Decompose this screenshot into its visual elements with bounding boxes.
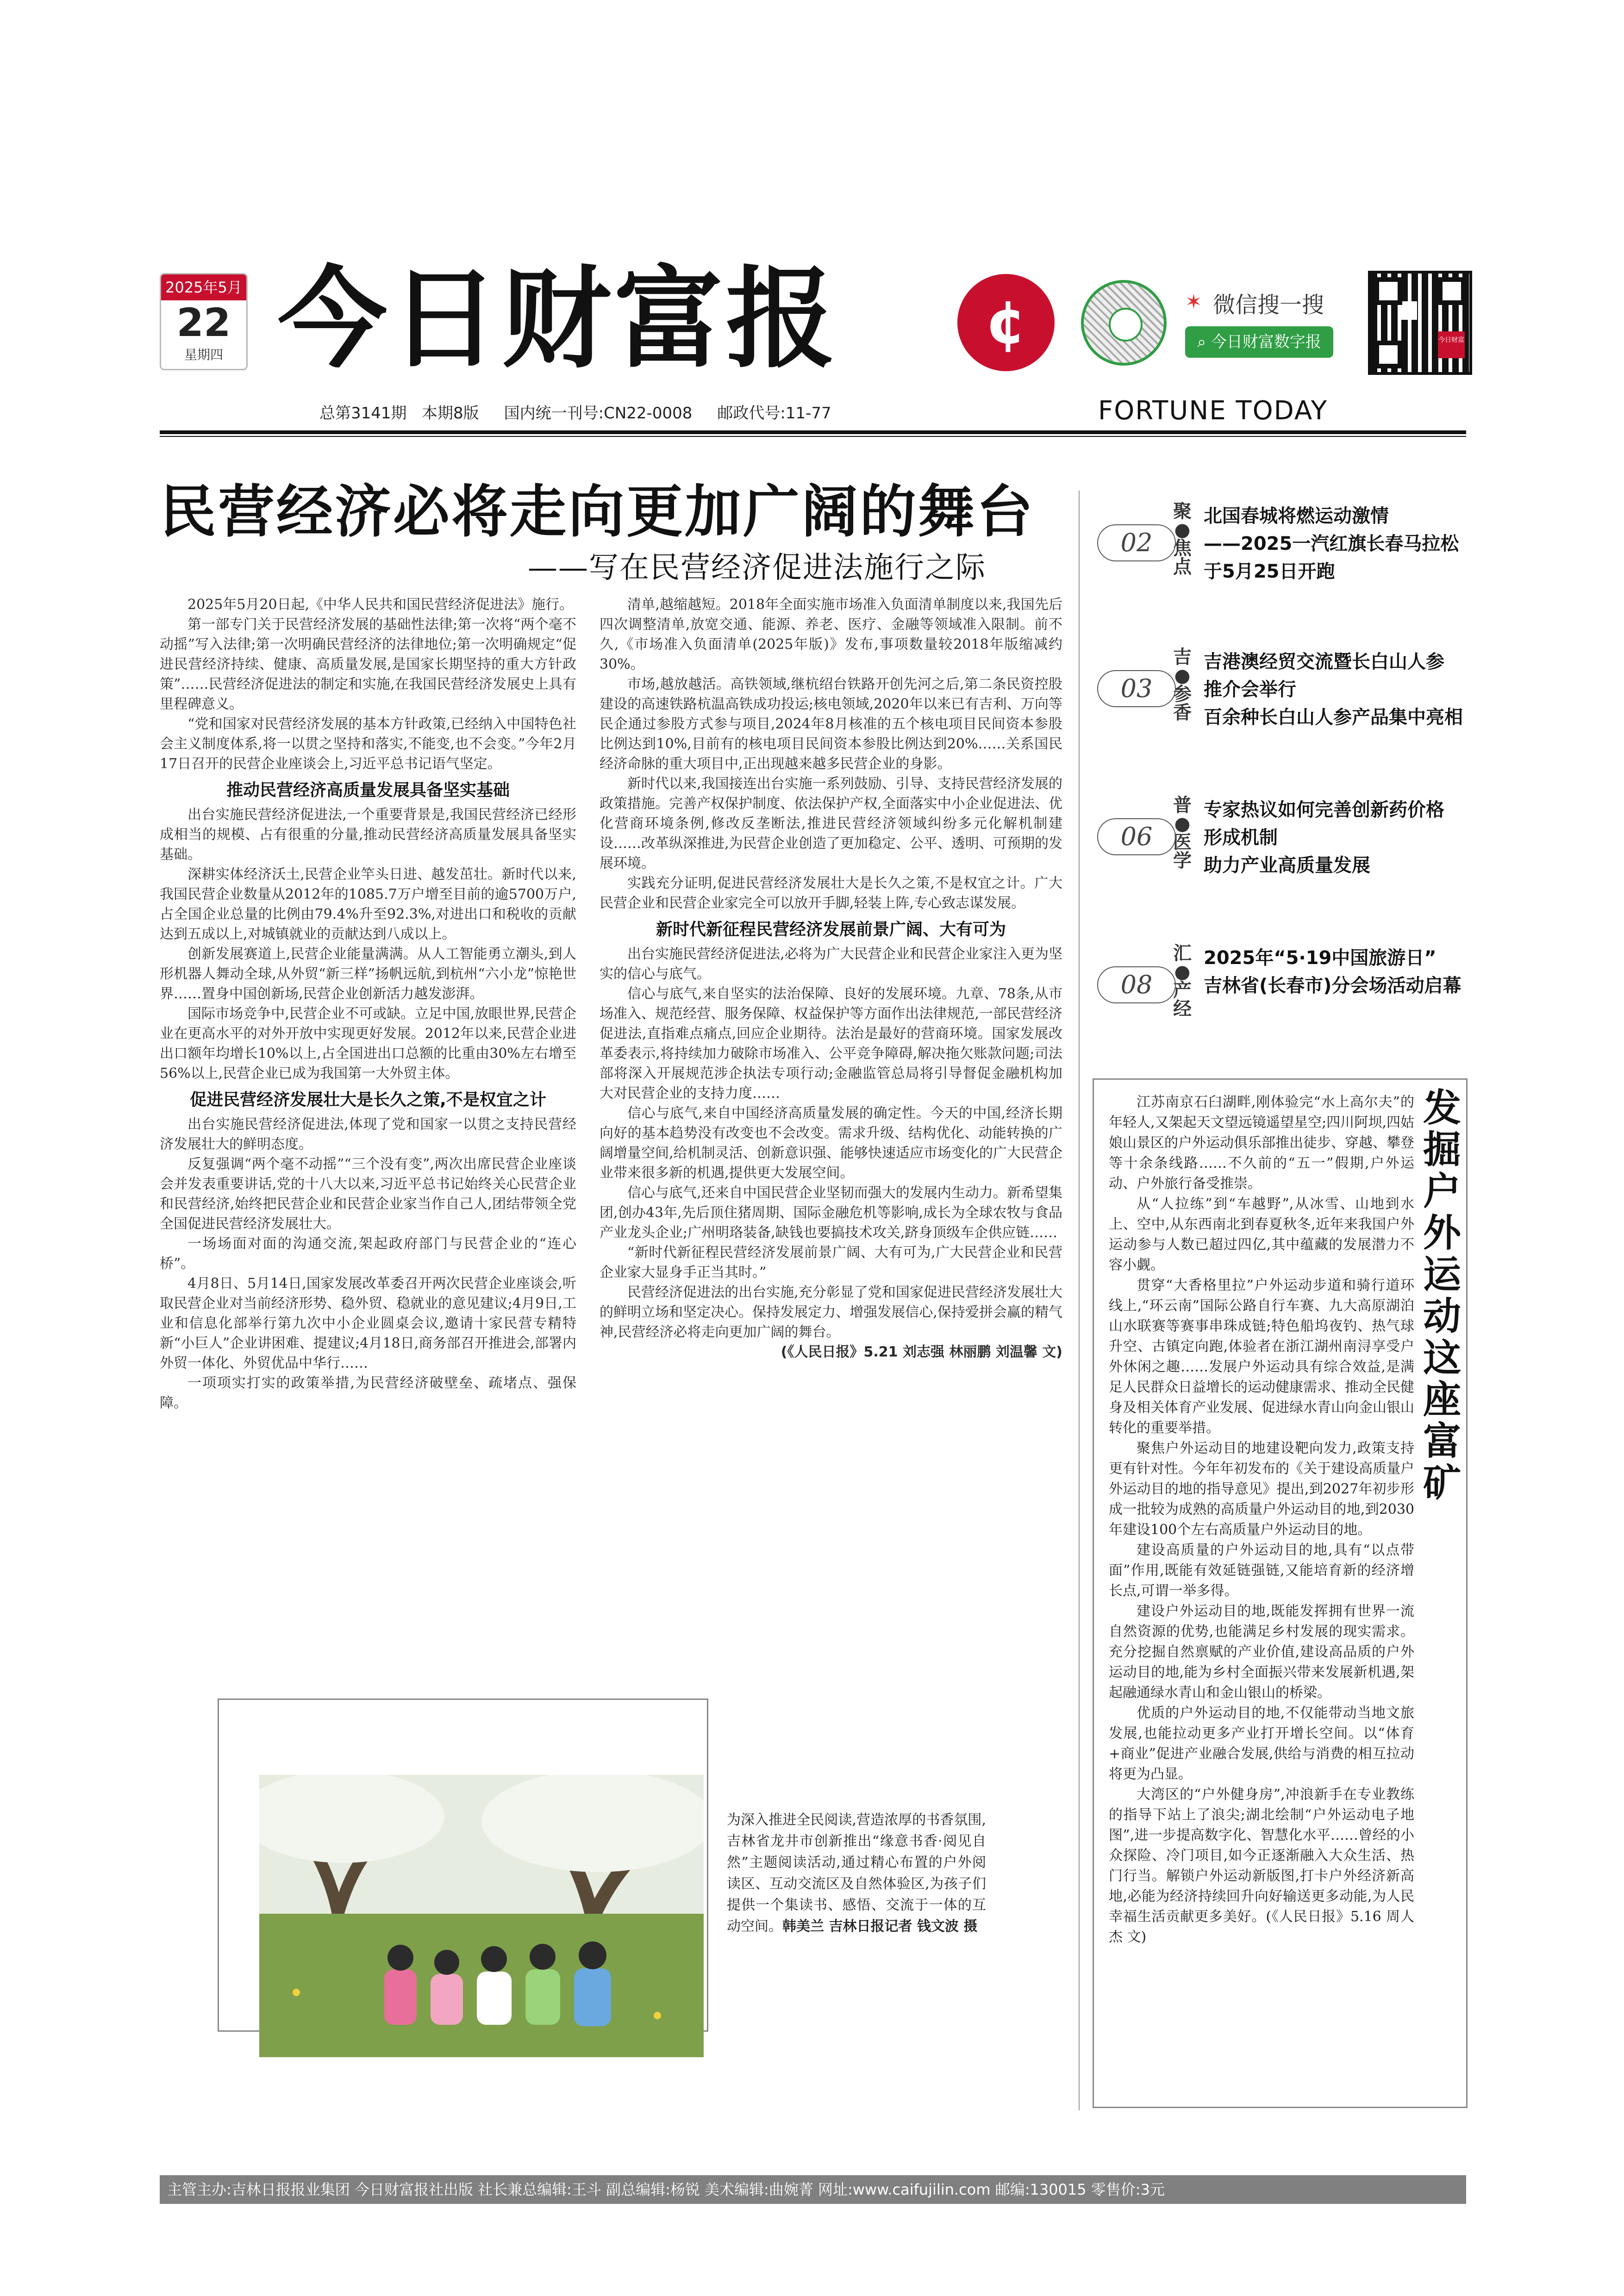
- index-page-number: 03: [1097, 670, 1176, 707]
- masthead-rule: [160, 430, 1466, 434]
- article-paragraph: 2025年5月20日起,《中华人民共和国民营经济促进法》施行。: [187, 597, 574, 613]
- article-paragraph: 深耕实体经济沃土,民营企业竿头日进、越发茁壮。新时代以来,我国民营企业数量从2012年的1085.7万户增至目前的逾5700万户,占全国企业总量的比例由79.4%升至92.3%,对进出口和税收的贡献达到五成以上,对城镇就业的贡献达到八成以上。: [160, 866, 576, 942]
- article-paragraph: 民营经济促进法的出台实施,充分彰显了党和国家促进民营经济发展壮大的鲜明立场和坚定决心。保持发展定力、增强发展信心,保持爱拼会赢的精气神,民营经济必将走向更加广阔的舞台。: [600, 1284, 1062, 1340]
- lead-column-1: [160, 595, 576, 1413]
- article-paragraph: 清单,越缩越短。2018年全面实施市场准入负面清单制度以来,我国先后四次调整清单,放宽交通、能源、养老、医疗、金融等领域准入限制。前不久,《市场准入负面清单(2025年版)》发布,事项数量较2018年版缩减约30%。: [600, 597, 1062, 672]
- calendar-month: 2025年5月: [161, 274, 246, 300]
- article-paragraph: 创新发展赛道上,民营企业能量满满。从人工智能勇立潮头,到人形机器人舞动全球,从外贸“新三样”扬帆远航,到杭州“六小龙”惊艳世界……置身中国创新场,民营企业创新活力越发澎湃。: [160, 946, 576, 1002]
- footer-bar: [160, 2175, 1466, 2204]
- article-paragraph: “党和国家对民营经济发展的基本方针政策,已经纳入中国特色社会主义制度体系,将一以贯之坚持和落实,不能变,也不会变。”今年2月17日召开的民营企业座谈会上,习近平总书记语气坚定。: [160, 716, 576, 772]
- date-calendar: [160, 273, 248, 370]
- feature-paragraph: 江苏南京石臼湖畔,刚体验完“水上高尔夫”的年轻人,又架起天文望远镜遥望星空;四川阿坝,四姑娘山景区的户外运动俱乐部推出徒步、穿越、攀登等十余条线路……不久前的“五一”假期,户外运动、户外旅行备受推崇。: [1109, 1094, 1414, 1192]
- index-category: 聚●焦点: [1173, 501, 1192, 578]
- section-heading: 促进民营经济发展壮大是长久之策,不是权宜之计: [190, 1090, 546, 1109]
- feature-paragraph: 大湾区的“户外健身房”,冲浪新手在专业教练的指导下站上了浪尖;湖北绘制“户外运动电子地图”,进一步提高数字化、智慧化水平……曾经的小众探险、冷门项目,如今正逐渐融入大众生活、热门行当。解锁户外运动新版图,打卡户外经济新高地,必能为经济持续回升向好输送更多动能,为人民幸福生活贡献更多美好。(《人民日报》5.16 周人杰 文): [1109, 1786, 1414, 1945]
- index-headline: [1204, 648, 1468, 731]
- article-paragraph: 实践充分证明,促进民营经济发展壮大是长久之策,不是权宜之计。广大民营企业和民营企业家完全可以放开手脚,轻装上阵,专心致志谋发展。: [600, 875, 1062, 911]
- article-credit: (《人民日报》5.21 刘志强 林丽鹏 刘温馨 文): [781, 1344, 1062, 1360]
- article-paragraph: 一项项实打实的政策举措,为民营经济破壁垒、疏堵点、强保障。: [160, 1375, 576, 1411]
- article-paragraph: 信心与底气,来自中国经济高质量发展的确定性。今天的中国,经济长期向好的基本趋势没有改变也不会改变。需求升级、结构优化、动能转换的广阔增量空间,给机制灵活、创新意识强、能够快速适应市场变化的广大民营企业带来很多新的机遇,提供更大发展空间。: [600, 1105, 1062, 1181]
- photo-caption: [727, 1810, 986, 1937]
- index-headline-line: 专家热议如何完善创新药价格: [1204, 799, 1444, 821]
- index-category: 汇●产经: [1173, 943, 1192, 1020]
- article-paragraph: 市场,越放越活。高铁领域,继杭绍台铁路开创先河之后,第二条民资控股建设的高速铁路杭温高铁成功投运;核电领域,2020年以来已有吉利、万向等民企通过参股方式参与项目,2024年8月核准的五个核电项目民间资本参股比例达到10%,目前有的核电项目民间资本参股比例达到20%……关系国民经济命脉的重大项目中,正出现越来越多民营企业的身影。: [600, 676, 1062, 772]
- article-paragraph: 第一部专门关于民营经济发展的基础性法律;第一次将“两个毫不动摇”写入法律;第一次明确民营经济的法律地位;第一次明确规定“促进民营经济持续、健康、高质量发展,是国家长期坚持的重大方针政策”……民营经济促进法的制定和实施,在我国民营经济发展史上具有里程碑意义。: [160, 616, 576, 712]
- index-category: 吉●参香: [1173, 647, 1192, 723]
- index-headline: [1204, 502, 1468, 585]
- article-paragraph: 4月8日、5月14日,国家发展改革委召开两次民营企业座谈会,听取民营企业对当前经济形势、稳外贸、稳就业的意见建议;4月9日,工业和信息化部举行第九次中小企业圆桌会议,邀请十家民营专精特新“小巨人”企业讲困难、提建议;4月18日,商务部召开推进会,部署内外贸一体化、外贸优品中华行……: [160, 1276, 576, 1371]
- article-paragraph: 出台实施民营经济促进法,必将为广大民营企业和民营企业家注入更为坚实的信心与底气。: [600, 946, 1062, 982]
- article-paragraph: “新时代新征程民营经济发展前景广阔、大有可为,广大民营企业和民营企业家大显身手正当其时。”: [600, 1244, 1062, 1281]
- index-category: 普●医学: [1173, 795, 1192, 871]
- index-headline-line: 吉林省(长春市)分会场活动启幕: [1204, 975, 1462, 996]
- index-headline-line: 吉港澳经贸交流暨长白山人参: [1204, 651, 1444, 672]
- index-headline-line: 北国春城将燃运动激情: [1204, 505, 1389, 527]
- page-count: 本期8版: [421, 404, 479, 423]
- article-paragraph: 信心与底气,还来自中国民营企业坚韧而强大的发展内生动力。新希望集团,创办43年,先后顶住猪周期、国际金融危机等影响,成长为全球农牧与食品产业龙头企业;广州明珞装备,缺钱也要搞技术攻关,跻身顶级车企供应链……: [600, 1185, 1062, 1241]
- wechat-search-icon: ✶: [1185, 290, 1202, 314]
- column-divider: [1079, 491, 1080, 2110]
- qr-finder-icon: [1374, 277, 1402, 305]
- qr-code-icon[interactable]: [1368, 271, 1472, 375]
- section-heading: 新时代新征程民营经济发展前景广阔、大有可为: [656, 920, 1006, 939]
- index-headline-line: ——2025一汽红旗长春马拉松: [1204, 533, 1459, 554]
- section-heading: 推动民营经济高质量发展具备坚实基础: [226, 781, 510, 800]
- wechat-search-label: 微信搜一搜: [1213, 292, 1324, 318]
- index-page-number: 02: [1097, 524, 1176, 561]
- article-paragraph: 出台实施民营经济促进法,一个重要背景是,我国民营经济已经形成相当的规模、占有很重的分量,推动民营经济高质量发展具备坚实基础。: [160, 807, 576, 863]
- caption-text: 为深入推进全民阅读,营造浓厚的书香氛围,吉林省龙井市创新推出“缘意书香·阅见自然”主题阅读活动,通过精心布置的户外阅读区、互动交流区及自然体验区,为孩子们提供一个集读书、感悟、交流于一体的互动空间。: [727, 1812, 986, 1935]
- masthead-rule-thin: [160, 436, 1466, 437]
- newspaper-title: 今日财富报: [278, 254, 838, 383]
- qr-finder-icon: [1374, 341, 1402, 368]
- feature-paragraph: 聚焦户外运动目的地建设靶向发力,政策支持更有针对性。今年年初发布的《关于建设高质量户外运动目的地的指导意见》提出,到2027年初步形成一批较为成熟的高质量户外运动目的地,到2030年建设100个左右高质量户外运动目的地。: [1109, 1440, 1414, 1538]
- index-item[interactable]: [1097, 648, 1468, 731]
- index-headline-line: 2025年“5·19中国旅游日”: [1204, 947, 1437, 969]
- article-paragraph: 国际市场竞争中,民营企业不可或缺。立足中国,放眼世界,民营企业在更高水平的对外开放中实现更好发展。2012年以来,民营企业进出口额年均增长10%以上,占全国进出口总额的比重由30%左右增至56%以上,民营企业已成为我国第一大外贸主体。: [160, 1006, 576, 1082]
- index-headline-line: 于5月25日开跑: [1204, 561, 1335, 582]
- feature-paragraph: 优质的户外运动目的地,不仅能带动当地文旅发展,也能拉动更多产业打开增长空间。以“体育+商业”促进产业融合发展,供给与消费的相互拉动将更为凸显。: [1109, 1705, 1414, 1782]
- mini-program-center-icon: [1109, 308, 1143, 342]
- calendar-day: 22: [176, 300, 231, 345]
- newspaper-logo-icon: ¢: [957, 274, 1055, 371]
- index-headline: [1204, 944, 1468, 1000]
- issue-number: 总第3141期: [319, 404, 407, 423]
- index-page-number: 06: [1097, 818, 1176, 855]
- search-pill-label: 今日财富数字报: [1211, 333, 1321, 351]
- qr-tag: 今日财富: [1438, 331, 1465, 358]
- reading-photo-image: [259, 1775, 704, 2057]
- english-title: FORTUNE TODAY: [1098, 396, 1328, 426]
- lead-column-2: [600, 595, 1062, 1362]
- index-item[interactable]: [1097, 502, 1468, 585]
- article-paragraph: 一场场面对面的沟通交流,架起政府部门与民营企业的“连心桥”。: [160, 1236, 576, 1272]
- index-headline: [1204, 796, 1468, 879]
- feature-title: 发掘户外运动这座富矿: [1423, 1086, 1461, 1505]
- reading-photo: [259, 1775, 704, 2057]
- index-headline-line: 百余种长白山人参产品集中亮相: [1204, 707, 1463, 728]
- search-icon: ⌕: [1197, 333, 1211, 351]
- postal-code: 邮政代号:11-77: [717, 404, 831, 423]
- article-paragraph: 反复强调“两个毫不动摇”“三个没有变”,两次出席民营企业座谈会并发表重要讲话,党的十八大以来,习近平总书记始终关心民营企业和民营经济,始终把民营企业和民营企业家当作自己人,团结带领全党全国促进民营经济发展壮大。: [160, 1156, 576, 1232]
- article-paragraph: 信心与底气,来自坚实的法治保障、良好的发展环境。九章、78条,从市场准入、规范经营、服务保障、权益保护等方面作出法律规范,一部民营经济促进法,直指难点痛点,回应企业期待。法治是最好的营商环境。国家发展改革委表示,将持续加力破除市场准入、公平竞争障碍,解决拖欠账款问题;司法部将深入开展规范涉企执法专项行动;金融监管总局将引导督促金融机构加大对民营企业的支持力度……: [600, 986, 1062, 1101]
- lead-headline: 民营经济必将走向更加广阔的舞台: [160, 478, 1035, 545]
- index-page-number: 08: [1097, 966, 1176, 1003]
- index-headline-line: 形成机制: [1204, 827, 1278, 848]
- lead-subhead: ——写在民营经济促进法施行之际: [528, 551, 986, 585]
- calendar-weekday: 星期四: [184, 347, 223, 362]
- index-item[interactable]: [1097, 796, 1468, 879]
- article-paragraph: 新时代以来,我国接连出台实施一系列鼓励、引导、支持民营经济发展的政策措施。完善产权保护制度、依法保护产权,全面落实中小企业促进法、优化营商环境条例,修改反垄断法,推进民营经济领域纠纷多元化解机制建设……改革纵深推进,为民营企业创造了更加稳定、公平、透明、可预期的发展环境。: [600, 776, 1062, 871]
- feature-paragraph: 建设户外运动目的地,既能发挥拥有世界一流自然资源的优势,也能满足乡村发展的现实需求。充分挖掘自然禀赋的产业价值,建设高品质的户外运动目的地,能为乡村全面振兴带来发展新机遇,架起融通绿水青山和金山银山的桥梁。: [1109, 1603, 1414, 1701]
- feature-paragraph: 贯穿“大香格里拉”户外运动步道和骑行道环线上,“环云南”国际公路自行车赛、九大高原湖泊山水联赛等赛事串珠成链;特色船坞夜钓、热气球升空、古镇定向跑,体验者在浙江湖州南浔享受户外休闲之趣……发展户外运动具有综合效益,是满足人民群众日益增长的运动健康需求、推动全民健身及相关体育产业发展、促进绿水青山向金山银山转化的重要举措。: [1109, 1277, 1414, 1436]
- article-paragraph: 出台实施民营经济促进法,体现了党和国家一以贯之支持民营经济发展壮大的鲜明态度。: [160, 1116, 576, 1152]
- footer-text: 主管主办:吉林日报报业集团 今日财富报社出版 社长兼总编辑:王斗 副总编辑:杨锐 美术编辑:曲婉菁 网址:www.caifujilin.com 邮编:130015 零售价:3元: [167, 2181, 1165, 2198]
- caption-credit: 韩美兰 吉林日报记者 钱文波 摄: [782, 1918, 978, 1935]
- feature-column: [1109, 1092, 1414, 1948]
- index-item[interactable]: [1097, 944, 1468, 1027]
- index-headline-line: 助力产业高质量发展: [1204, 855, 1370, 876]
- cn-number: 国内统一刊号:CN22-0008: [504, 404, 693, 423]
- feature-paragraph: 从“人拉练”到“车越野”,从冰雪、山地到水上、空中,从东西南北到春夏秋冬,近年来我国户外运动参与人数已超过四亿,其中蕴藏的发展潜力不容小觑。: [1109, 1196, 1414, 1273]
- qr-finder-icon: [1438, 277, 1466, 305]
- digital-paper-search-button[interactable]: [1185, 326, 1333, 358]
- issue-meta: [319, 400, 831, 423]
- index-headline-line: 推介会举行: [1204, 679, 1296, 700]
- feature-paragraph: 建设高质量的户外运动目的地,具有“以点带面”作用,既能有效延链强链,又能培育新的经济增长点,可谓一举多得。: [1109, 1542, 1414, 1599]
